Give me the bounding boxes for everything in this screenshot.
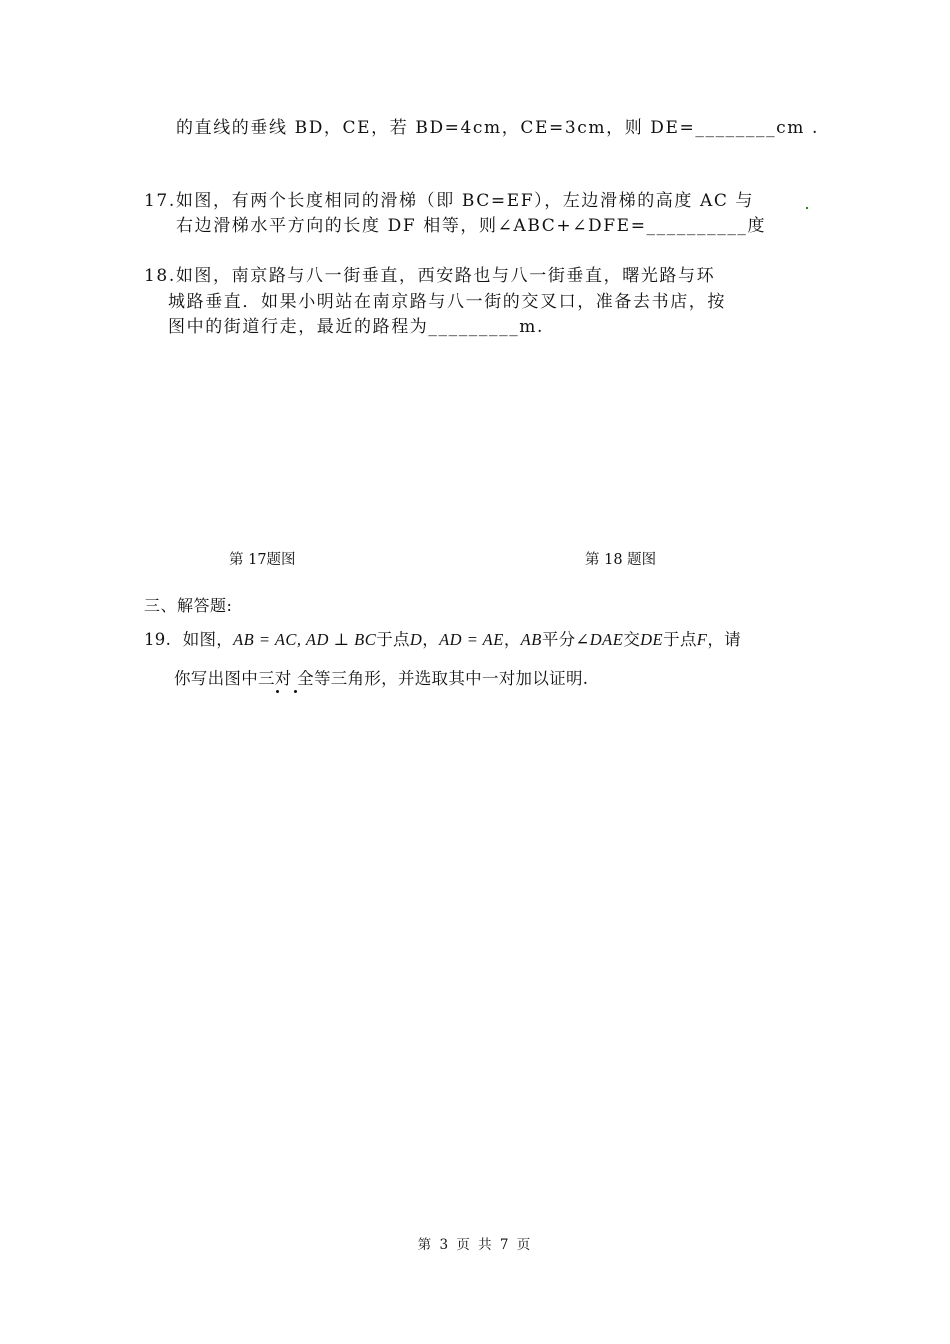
question-16-tail: 的直线的垂线 BD，CE，若 BD=4cm，CE=3cm，则 DE=________cm . (176, 118, 820, 138)
q19-text: ，请 (707, 630, 741, 649)
question-17-line-2: 右边滑梯水平方向的长度 DF 相等，则∠ABC+∠DFE=__________度 (176, 216, 767, 236)
page-footer: 第 3 页 共 7 页 (417, 1237, 533, 1253)
question-18-line-3: 图中的街道行走，最近的路程为_________m. (168, 317, 545, 337)
math-expression: AD = AE (439, 630, 504, 649)
q19-prefix: 如图， (182, 630, 234, 649)
q19-text: 平分 (541, 630, 576, 649)
question-19-line-2: 你写出图中三对 全等三角形，并选取其中一对加以证明. (174, 669, 589, 688)
figure-18-caption: 第 18 题图 (585, 552, 657, 568)
math-expression: AB = AC, AD ⊥ BC (233, 630, 377, 649)
question-18-line-2: 城路垂直．如果小明站在南京路与八一街的交叉口，准备去书店，按 (168, 292, 726, 312)
q19-text: ， (503, 630, 521, 649)
figure-17-caption: 第 17题图 (229, 552, 296, 568)
question-19-line-1 (144, 629, 741, 651)
q19-text: 于点 (663, 630, 697, 649)
q19-text: 于点 (376, 630, 410, 649)
math-expression: D (409, 630, 423, 649)
math-expression: DE (640, 630, 664, 649)
section-3-heading: 三、解答题: (144, 596, 233, 615)
question-number: 19. (144, 630, 172, 649)
math-expression: AB (520, 630, 542, 649)
emphasis-dot (276, 690, 279, 693)
green-mark (806, 207, 808, 209)
q19-text: 交 (623, 630, 641, 649)
math-expression: F (696, 630, 708, 649)
math-expression: ∠DAE (575, 630, 624, 649)
q19-text: ， (422, 630, 440, 649)
emphasis-dot (294, 690, 297, 693)
question-18-line-1: 18.如图，南京路与八一街垂直，西安路也与八一街垂直，曙光路与环 (144, 266, 716, 286)
question-17-line-1: 17.如图，有两个长度相同的滑梯（即 BC=EF），左边滑梯的高度 AC 与 (144, 191, 755, 211)
